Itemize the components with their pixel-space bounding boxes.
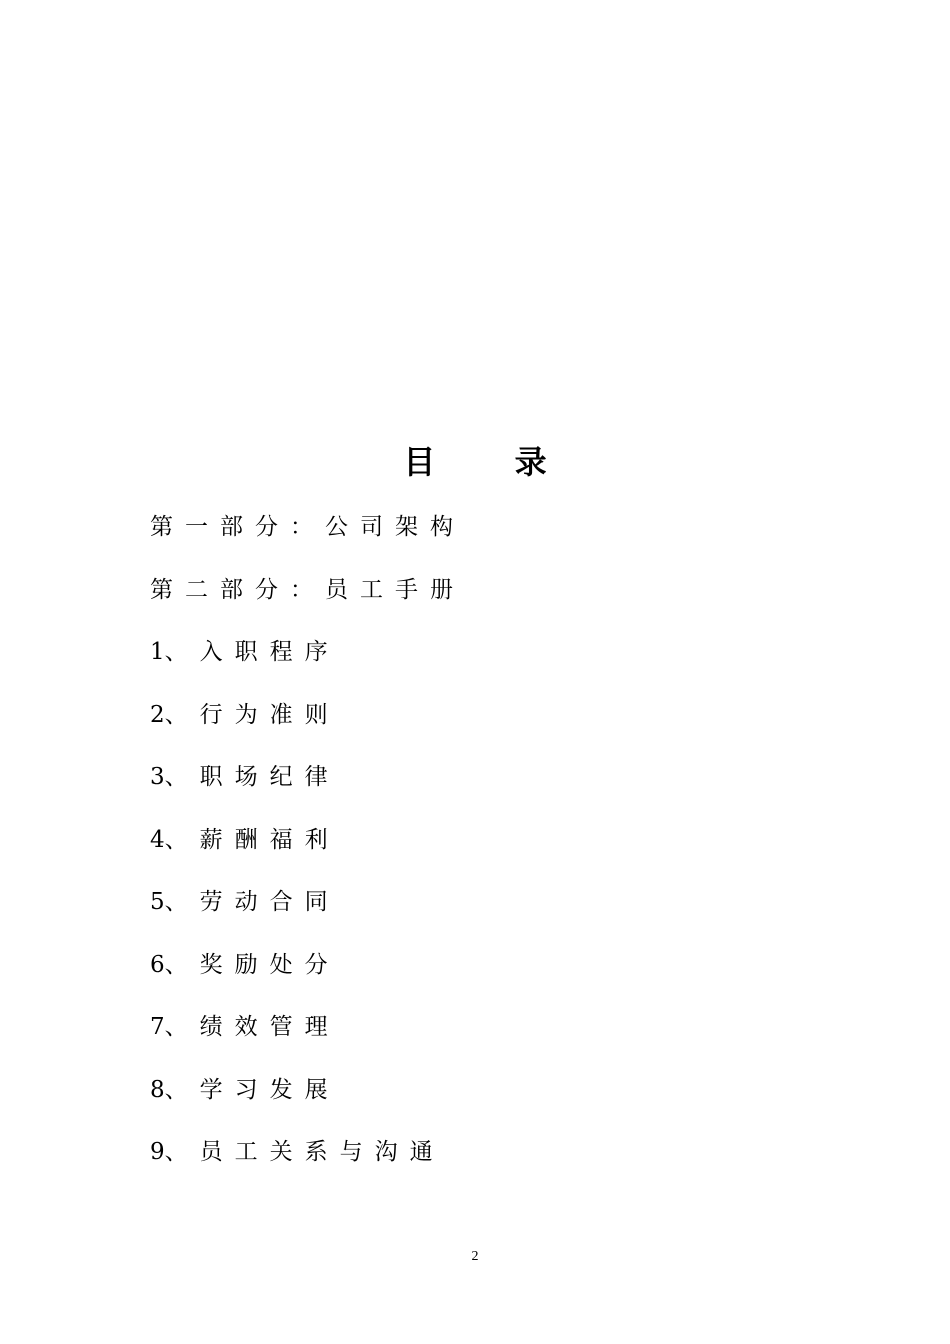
- toc-entry-text: 绩效管理: [199, 1014, 340, 1040]
- toc-entry-number: 7: [150, 1014, 165, 1040]
- toc-entry-separator: 、: [164, 639, 200, 665]
- toc-entry-separator: 、: [164, 764, 200, 790]
- toc-entry-4: [150, 820, 465, 860]
- toc-entry-separator: 、: [164, 1076, 200, 1103]
- toc-entry-1: [150, 632, 465, 672]
- toc-title: 目 录: [403, 443, 581, 481]
- toc-entry-5: [150, 882, 465, 922]
- toc-entry-text: 薪酬福利: [199, 826, 340, 853]
- toc-entry-7: [150, 1007, 465, 1047]
- toc-entry-separator: 、: [164, 826, 200, 853]
- toc-entry-text: 第一部分：公司架构: [150, 514, 465, 540]
- toc-entry-text: 员工关系与沟通: [199, 1139, 445, 1165]
- toc-entry-number: 9: [150, 1139, 165, 1165]
- toc-entry-text: 奖励处分: [199, 951, 340, 978]
- toc-entry-text: 入职程序: [199, 639, 340, 665]
- toc-entry-number: 2: [150, 701, 165, 728]
- toc-entry-number: 3: [150, 764, 165, 790]
- toc-entry-text: 劳动合同: [199, 889, 340, 915]
- toc-entry-text: 行为准则: [199, 701, 340, 728]
- toc-entry-number: 4: [150, 826, 165, 853]
- toc-entry-text: 职场纪律: [199, 764, 340, 790]
- toc-entry-separator: 、: [164, 1014, 200, 1040]
- toc-entry-text: 学习发展: [199, 1076, 340, 1103]
- toc-entry-number: 6: [150, 951, 165, 978]
- toc-entry-separator: 、: [164, 701, 200, 728]
- page-number: 2: [471, 1249, 479, 1264]
- toc-list: [150, 507, 465, 1195]
- toc-entry-part-1: [150, 507, 465, 547]
- toc-entry-number: 5: [150, 889, 165, 915]
- toc-entry-3: [150, 757, 465, 797]
- toc-entry-separator: 、: [164, 1139, 200, 1165]
- toc-entry-2: [150, 695, 465, 735]
- toc-entry-8: [150, 1070, 465, 1110]
- toc-entry-9: [150, 1132, 465, 1172]
- toc-entry-separator: 、: [164, 889, 200, 915]
- toc-entry-part-2: [150, 570, 465, 610]
- toc-entry-number: 8: [150, 1076, 165, 1103]
- toc-entry-number: 1: [150, 639, 165, 665]
- toc-entry-separator: 、: [164, 951, 200, 978]
- toc-entry-6: [150, 945, 465, 985]
- toc-entry-text: 第二部分：员工手册: [150, 576, 465, 603]
